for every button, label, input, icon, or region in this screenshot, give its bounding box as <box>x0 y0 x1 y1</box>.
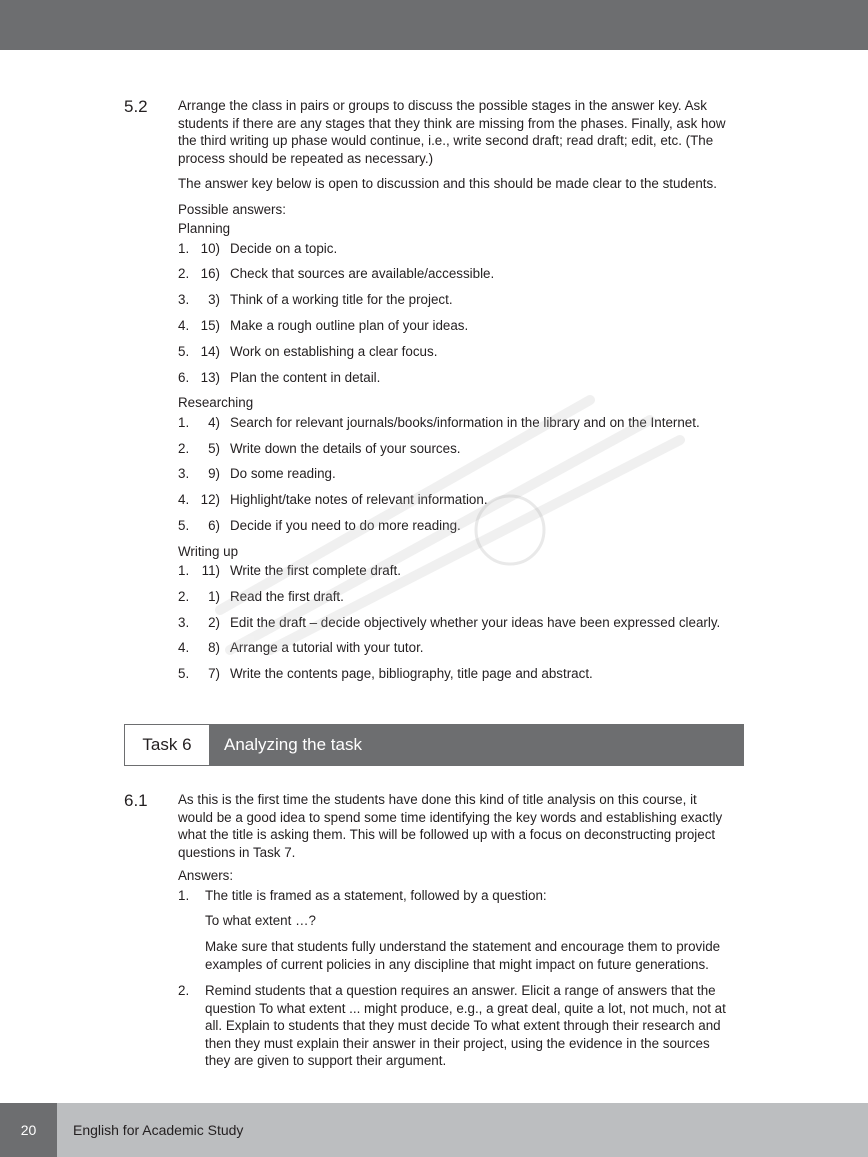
item-text: Arrange a tutorial with your tutor. <box>230 640 424 655</box>
item-text: Work on establishing a clear focus. <box>230 344 438 359</box>
item-number: 2. <box>178 266 190 281</box>
page-number: 20 <box>0 1103 57 1157</box>
item-text: Decide if you need to do more reading. <box>230 518 461 533</box>
stage-number: 11) <box>201 563 220 578</box>
stage-number: 15) <box>200 318 220 333</box>
item-text: Search for relevant journals/books/information in the library and on the Internet. <box>230 415 700 430</box>
stage-number: 16) <box>200 266 220 281</box>
answers-label: Answers: <box>178 868 234 883</box>
item-number: 6. <box>178 370 190 385</box>
item-number: 2. <box>178 441 190 456</box>
task-label: Task 6 <box>124 724 210 766</box>
item-number: 3. <box>178 292 190 307</box>
answer-text: The title is framed as a statement, followed by a question: <box>205 888 547 903</box>
item-text: Plan the content in detail. <box>230 370 381 385</box>
task-title: Analyzing the task <box>224 735 362 754</box>
item-number: 1. <box>178 241 190 256</box>
stage-number: 8) <box>208 640 220 655</box>
top-header-bar <box>0 0 868 50</box>
item-text: Decide on a topic. <box>230 241 338 256</box>
item-number: 2. <box>178 589 190 604</box>
stage-number: 13) <box>200 370 220 385</box>
item-text: Check that sources are available/accessible. <box>230 266 495 281</box>
stage-number: 3) <box>208 292 220 307</box>
item-number: 3. <box>178 466 190 481</box>
answer-number: 1. <box>178 888 190 903</box>
stage-number: 14) <box>200 344 220 359</box>
item-text: Think of a working title for the project. <box>230 292 453 307</box>
answer-text: Remind students that a question requires an answer. Elicit a range of answers that the question To what extent ... might produce, e.g., a great deal, quite a lot, not much, not at all. Explain to students that they must decide To what extent through their research and then they must explain their answer in their project, using the evidence in the sources they are given to support their argument. <box>205 983 726 1069</box>
stage-number: 12) <box>200 492 220 507</box>
section-6-1-intro: As this is the first time the students have done this kind of title analysis on this course, it would be a good idea to spend some time identifying the key words and establishing exactly what the title is asking them. This will be followed up with a focus on deconstructing project questions in Task 7. <box>178 792 723 860</box>
researching-heading: Researching <box>178 395 254 410</box>
writing-up-heading: Writing up <box>178 544 239 559</box>
section-5-2-intro: Arrange the class in pairs or groups to discuss the possible stages in the answer key. Ask students if there are any stages that they think are missing from the phases. Finally, ask how the third writing up phase would continue, i.e., write second draft; read draft; edit, etc. (The process should be repeated as necessary.) <box>178 98 726 166</box>
answer-sub-text: To what extent …? <box>205 913 316 928</box>
stage-number: 6) <box>208 518 220 533</box>
task-banner <box>124 724 744 766</box>
item-number: 4. <box>178 318 190 333</box>
item-text: Highlight/take notes of relevant information. <box>230 492 488 507</box>
item-text: Make a rough outline plan of your ideas. <box>230 318 469 333</box>
stage-number: 5) <box>208 441 220 456</box>
stage-number: 4) <box>208 415 220 430</box>
item-text: Write the contents page, bibliography, title page and abstract. <box>230 666 593 681</box>
answer-key-note: The answer key below is open to discussion and this should be made clear to the students. <box>178 176 717 191</box>
item-text: Write the first complete draft. <box>230 563 401 578</box>
stage-number: 2) <box>208 615 220 630</box>
item-number: 1. <box>178 563 190 578</box>
stage-number: 10) <box>200 241 220 256</box>
item-text: Edit the draft – decide objectively whether your ideas have been expressed clearly. <box>230 615 721 630</box>
item-text: Read the first draft. <box>230 589 344 604</box>
section-number-5-2: 5.2 <box>124 97 148 116</box>
item-number: 4. <box>178 640 190 655</box>
item-number: 4. <box>178 492 190 507</box>
stage-number: 7) <box>208 666 220 681</box>
page-footer <box>0 1103 868 1157</box>
item-number: 5. <box>178 344 190 359</box>
item-number: 5. <box>178 518 190 533</box>
item-number: 5. <box>178 666 190 681</box>
stage-number: 1) <box>208 589 220 604</box>
item-text: Do some reading. <box>230 466 336 481</box>
item-number: 3. <box>178 615 190 630</box>
section-number-6-1: 6.1 <box>124 791 148 810</box>
item-number: 1. <box>178 415 190 430</box>
possible-answers-label: Possible answers: <box>178 202 286 217</box>
answer-number: 2. <box>178 983 190 998</box>
item-text: Write down the details of your sources. <box>230 441 461 456</box>
book-title: English for Academic Study <box>73 1122 244 1138</box>
planning-heading: Planning <box>178 221 231 236</box>
answer-detail-text: Make sure that students fully understand the statement and encourage them to provide examples of current policies in any discipline that might impact on future generations. <box>205 939 721 972</box>
stage-number: 9) <box>208 466 220 481</box>
